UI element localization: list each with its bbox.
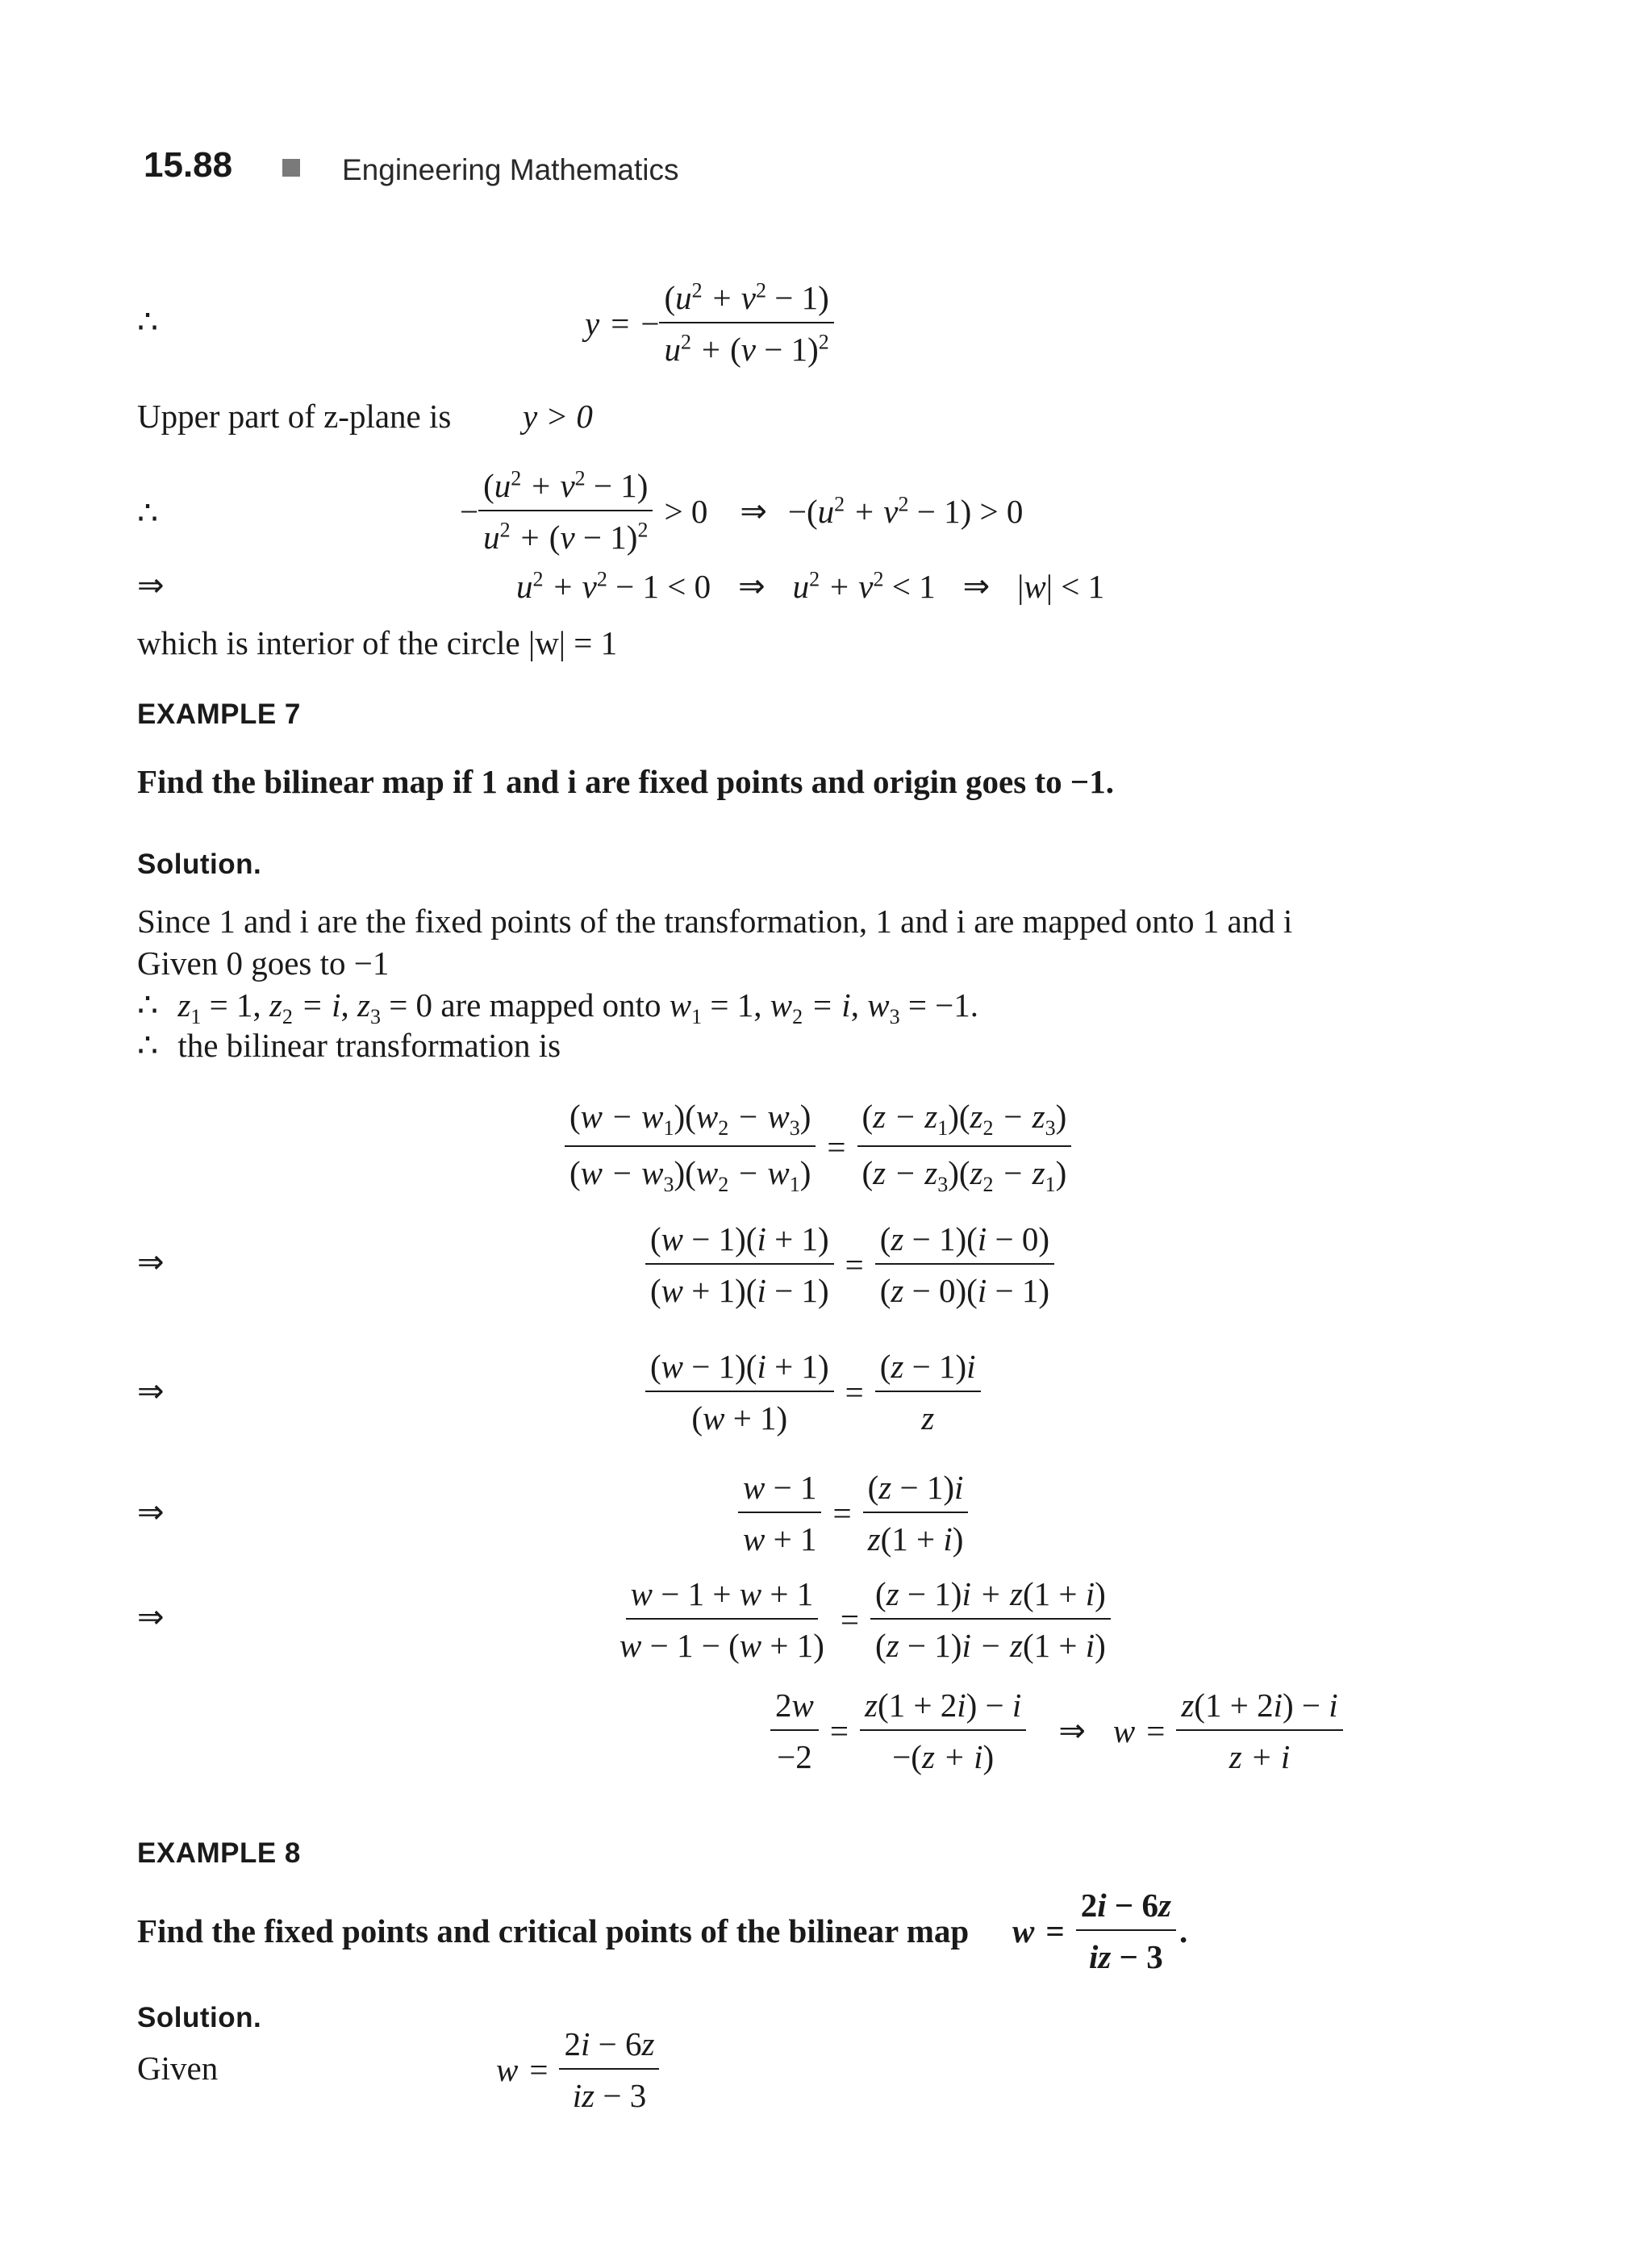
- therefore-symbol: ∴: [137, 302, 159, 341]
- solution-7-line-1: Since 1 and i are the fixed points of the transformation, 1 and i are mapped onto 1 and i: [137, 903, 1293, 940]
- therefore-symbol: ∴: [137, 494, 159, 532]
- inequality-2: $u^2 + v^2 - 1 < 0$ ⇒ $u^2 + v^2 < 1$ ⇒ |w| < 1: [516, 567, 1105, 605]
- therefore-symbol: ∴: [137, 986, 159, 1024]
- implies-symbol: ⇒: [137, 567, 165, 604]
- implies-symbol: ⇒: [137, 1494, 165, 1531]
- page-number: 15.88: [144, 145, 233, 185]
- step-5-equation: $\frac{2w}{-2}$ = $\frac{z(1 + 2i) - i}{-(z + i)}$ ⇒ w = $\frac{z(1 + 2i) - i}{z + i}$: [770, 1686, 1343, 1776]
- implies-symbol: ⇒: [137, 1599, 165, 1636]
- step-3-equation: $\frac{w - 1}{w + 1}$ = $\frac{(z - 1)i}{z(1 + i)}$: [738, 1468, 968, 1558]
- example-8-statement: Find the fixed points and critical points of the bilinear map: [137, 1912, 970, 1950]
- implies-symbol: ⇒: [137, 1244, 165, 1281]
- example-8-heading: EXAMPLE 8: [137, 1837, 301, 1869]
- cross-ratio-equation: $\frac{(w - w_1)(w_2 - w_3)}{(w - w_3)(w_2 - w_1)}$ = $\frac{(z - z_1)(z_2 - z_3)}{(z - z_3)(z_2 - z_1)}$: [565, 1097, 1071, 1197]
- step-2-equation: $\frac{(w - 1)(i + 1)}{(w + 1)}$ = $\frac{(z - 1)i}{z}$: [645, 1347, 981, 1437]
- equation-y: y = − $\frac{(u^2 + v^2 - 1)}{u^2 + (v - 1)^2}$: [585, 278, 834, 369]
- upper-part-text: Upper part of z-plane is: [137, 398, 452, 435]
- step-4-equation: $\frac{w - 1 + w + 1}{w - 1 - (w + 1)}$ = $\frac{(z - 1)i + z(1 + i)}{(z - 1)i - z(1 + i)}$: [615, 1574, 1111, 1665]
- example-7-heading: EXAMPLE 7: [137, 698, 301, 730]
- example-7-statement: Find the bilinear map if 1 and i are fixed points and origin goes to −1.: [137, 763, 1114, 800]
- solution-7-line-3: ∴ $z_1 = 1$, $z_2 = i$, $z_3 = 0$ are mapped onto $w_1 = 1$, $w_2 = i$, $w_3 = -1$.: [137, 986, 979, 1029]
- bilinear-text: the bilinear transformation is: [177, 1027, 561, 1064]
- header-square-icon: [282, 159, 300, 177]
- solution-7-line-2: Given 0 goes to −1: [137, 945, 390, 982]
- implies-symbol: ⇒: [137, 1373, 165, 1410]
- solution-label-8: Solution.: [137, 2002, 262, 2033]
- solution-label-7: Solution.: [137, 849, 262, 880]
- inequality-1: − $\frac{(u^2 + v^2 - 1)}{u^2 + (v - 1)^2}$ > 0 ⇒ $-(u^2 + v^2 - 1) > 0$: [460, 466, 1024, 556]
- example-8-map: w = $\frac{2i - 6z}{iz - 3}$ .: [1012, 1887, 1188, 1975]
- upper-condition: y > 0: [523, 398, 593, 435]
- solution-7-line-4: [137, 1026, 561, 1065]
- step-1-equation: $\frac{(w - 1)(i + 1)}{(w + 1)(i - 1)}$ = $\frac{(z - 1)(i - 0)}{(z - 0)(i - 1)}$: [645, 1220, 1054, 1310]
- book-title: Engineering Mathematics: [342, 153, 679, 186]
- interior-text: which is interior of the circle |w| = 1: [137, 624, 618, 661]
- given-label: Given: [137, 2050, 219, 2087]
- given-equation: w = $\frac{2i - 6z}{iz - 3}$: [496, 2025, 659, 2115]
- therefore-symbol: ∴: [137, 1026, 159, 1065]
